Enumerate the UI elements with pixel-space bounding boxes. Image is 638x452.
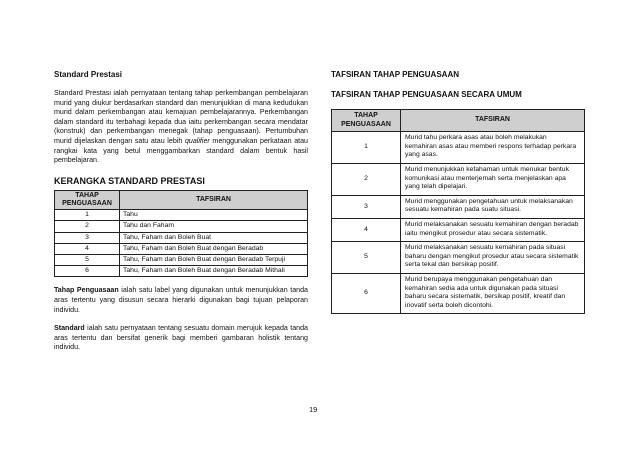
tafsiran-cell: Murid menggunakan pengetahuan untuk melaksanakan sesuatu kemahiran pada suatu situasi. (401, 195, 585, 218)
table-header-row (55, 190, 308, 209)
tafsiran-cell: Murid melaksanakan sesuatu kemahiran dengan beradab iaitu mengikut prosedur atau secara sistematik. (401, 218, 585, 241)
table-row (332, 273, 585, 313)
table-row (332, 242, 585, 274)
header-tafsiran: TAFSIRAN (401, 110, 585, 132)
level-cell: 5 (55, 254, 120, 265)
intro-italic-term: qualifier (184, 136, 210, 145)
level-cell: 6 (332, 273, 401, 313)
page-number: 19 (309, 405, 318, 414)
table-row (55, 243, 308, 254)
level-cell: 2 (332, 163, 401, 195)
level-cell: 4 (55, 243, 120, 254)
tafsiran-cell: Murid menunjukkan kefahaman untuk menukar bentuk komunikasi atau menterjemah serta menjelaskan apa yang telah dipelajari. (401, 163, 585, 195)
level-cell: 3 (332, 195, 401, 218)
tafsiran-cell: Tahu (120, 210, 308, 221)
left-column (54, 70, 308, 353)
right-column (331, 70, 585, 314)
kerangka-heading: KERANGKA STANDARD PRESTASI (54, 175, 205, 186)
table-row (332, 163, 585, 195)
intro-part-2: menggunakan perkataan atau rangkai kata yang betul menggambarkan standard dalam bentuk hasil pembelajaran. (54, 136, 308, 165)
tafsiran-cell: Tahu, Faham dan Boleh Buat (120, 232, 308, 243)
tafsiran-cell: Murid berupaya menggunakan pengetahuan dan kemahiran sedia ada untuk digunakan pada situasi baharu secara sistematik, bersikap positif, kreatif dan inovatif serta boleh dicontohi. (401, 273, 585, 313)
level-cell: 4 (332, 218, 401, 241)
tafsiran-title: TAFSIRAN TAHAP PENGUASAAN (331, 70, 460, 79)
table-row (332, 132, 585, 164)
tafsiran-table (331, 109, 585, 314)
level-cell: 6 (55, 266, 120, 277)
definition-text: ialah satu pernyataan tentang sesuatu domain merujuk kepada tanda aras tertentu dan bersifat generik bagi memberi gambaran holistik tentang individu. (54, 324, 308, 352)
table-row (55, 210, 308, 221)
header-tafsiran: TAFSIRAN (120, 190, 308, 209)
tahap-penguasaan-definition (54, 286, 308, 315)
tafsiran-cell: Murid melaksanakan sesuatu kemahiran pada situasi baharu dengan mengikut prosedur atau secara sistematik serta tekal dan bersikap positif. (401, 242, 585, 274)
tafsiran-cell: Tahu, Faham dan Boleh Buat dengan Beradab (120, 243, 308, 254)
table-header-row (332, 110, 585, 132)
table-row (332, 195, 585, 218)
standard-prestasi-title: Standard Prestasi (54, 70, 123, 79)
table-row (55, 266, 308, 277)
table-row (332, 218, 585, 241)
level-cell: 1 (55, 210, 120, 221)
table-row (55, 254, 308, 265)
header-tahap: TAHAP PENGUASAAN (332, 110, 401, 132)
kerangka-table (54, 190, 308, 278)
level-cell: 2 (55, 221, 120, 232)
standard-definition (54, 324, 308, 353)
tafsiran-cell: Tahu, Faham dan Boleh Buat dengan Beradab Mithali (120, 266, 308, 277)
definition-text: ialah satu label yang digunakan untuk menunjukkan tanda aras tertentu yang disusun secara hierarki digunakan bagi tujuan pelaporan individu. (54, 286, 308, 314)
definition-term: Tahap Penguasaan (54, 286, 119, 295)
level-cell: 1 (332, 132, 401, 164)
level-cell: 3 (55, 232, 120, 243)
tafsiran-subtitle: TAFSIRAN TAHAP PENGUASAAN SECARA UMUM (331, 90, 522, 99)
definition-term: Standard (54, 324, 85, 333)
header-tahap: TAHAP PENGUASAAN (55, 190, 120, 209)
intro-part-1: Standard Prestasi ialah pernyataan tentang tahap perkembangan pembelajaran murid yang diukur berdasarkan standard dan menunjukkan di mana kedudukan murid dalam perkembangan atau kemajuan pembelajarannya. Perkembangan dalam standard itu terbahagi kepada dua iaitu perkembangan secara mendatar (konstruk) dan perkembangan menegak (tahap penguasaan). Pertumbuhan murid dijelaskan dengan satu atau lebih (54, 89, 308, 145)
tafsiran-cell: Tahu, Faham dan Boleh Buat dengan Beradab Terpuji (120, 254, 308, 265)
tafsiran-cell: Murid tahu perkara asas atau boleh melakukan kemahiran asas atau memberi respons terhadap perkara yang asas. (401, 132, 585, 164)
level-cell: 5 (332, 242, 401, 274)
standard-prestasi-intro (54, 89, 308, 166)
table-row (55, 221, 308, 232)
table-row (55, 232, 308, 243)
tafsiran-cell: Tahu dan Faham (120, 221, 308, 232)
